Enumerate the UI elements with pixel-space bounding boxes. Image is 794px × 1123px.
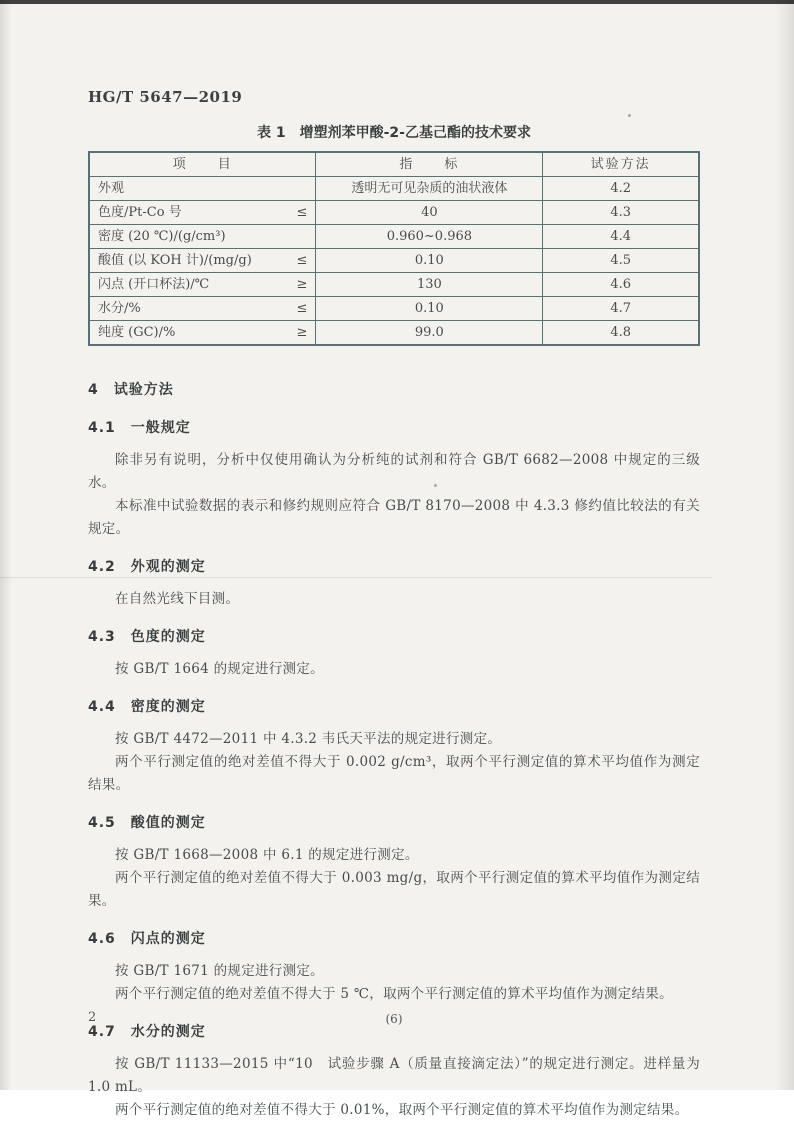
test-method-ref: 4.6 bbox=[543, 273, 699, 297]
paragraph: 按 GB/T 4472—2011 中 4.3.2 韦氏天平法的规定进行测定。 bbox=[115, 731, 502, 747]
column-header-item: 项 目 bbox=[89, 152, 316, 177]
technical-requirements-table bbox=[88, 151, 700, 346]
page-footer bbox=[88, 1010, 700, 1034]
relation-symbol: ≥ bbox=[296, 277, 308, 292]
paragraph: 两个平行测定值的绝对差值不得大于 0.002 g/cm³，取两个平行测定值的算术平均值作为测定结果。 bbox=[88, 754, 700, 793]
item-name: 纯度 (GC)/% bbox=[98, 325, 176, 340]
test-method-ref: 4.5 bbox=[543, 249, 699, 273]
item-name: 闪点 (开口杯法)/℃ bbox=[98, 277, 210, 292]
section-heading-4-3: 4.3 色度的测定 bbox=[88, 629, 206, 645]
spec-value: 99.0 bbox=[316, 321, 543, 346]
item-name: 外观 bbox=[98, 181, 125, 196]
test-method-ref: 4.7 bbox=[543, 297, 699, 321]
item-name: 水分/% bbox=[98, 301, 141, 316]
table-row bbox=[89, 273, 699, 297]
paragraph: 本标准中试验数据的表示和修约规则应符合 GB/T 8170—2008 中 4.3.3 修约值比较法的有关规定。 bbox=[88, 498, 700, 537]
paragraph: 按 GB/T 11133—2015 中“10 试验步骤 A（质量直接滴定法）”的规定进行测定。进样量为 1.0 mL。 bbox=[88, 1056, 700, 1095]
scan-shadow-left bbox=[0, 0, 12, 1090]
scan-shadow-right bbox=[776, 0, 794, 1090]
table-row bbox=[89, 225, 699, 249]
section-heading-4-5: 4.5 酸值的测定 bbox=[88, 815, 206, 831]
column-header-spec: 指 标 bbox=[316, 152, 543, 177]
relation-symbol: ≤ bbox=[296, 205, 308, 220]
table-title: 表 1 增塑剂苯甲酸-2-乙基己酯的技术要求 bbox=[257, 125, 531, 141]
section-heading-4: 4 试验方法 bbox=[88, 382, 174, 398]
section-heading-4-4: 4.4 密度的测定 bbox=[88, 699, 206, 715]
test-method-ref: 4.8 bbox=[543, 321, 699, 346]
spec-value: 0.10 bbox=[316, 297, 543, 321]
item-name: 酸值 (以 KOH 计)/(mg/g) bbox=[98, 253, 252, 268]
table-row bbox=[89, 297, 699, 321]
relation-symbol: ≥ bbox=[296, 325, 308, 340]
spec-value: 透明无可见杂质的油状液体 bbox=[316, 177, 543, 201]
table-header-row bbox=[89, 152, 699, 177]
page-number: 2 bbox=[88, 1010, 97, 1025]
item-name: 密度 (20 ℃)/(g/cm³) bbox=[98, 229, 226, 244]
table-row bbox=[89, 321, 699, 346]
test-method-ref: 4.3 bbox=[543, 201, 699, 225]
table-row bbox=[89, 177, 699, 201]
paragraph: 两个平行测定值的绝对差值不得大于 0.003 mg/g，取两个平行测定值的算术平均值作为测定结果。 bbox=[88, 870, 700, 909]
standard-number: HG/T 5647—2019 bbox=[88, 88, 243, 106]
spec-value: 0.10 bbox=[316, 249, 543, 273]
paragraph: 按 GB/T 1668—2008 中 6.1 的规定进行测定。 bbox=[115, 847, 419, 863]
paragraph: 按 GB/T 1664 的规定进行测定。 bbox=[115, 661, 324, 677]
relation-symbol: ≤ bbox=[296, 253, 308, 268]
test-method-ref: 4.2 bbox=[543, 177, 699, 201]
paragraph: 在自然光线下目测。 bbox=[115, 591, 240, 607]
spec-value: 130 bbox=[316, 273, 543, 297]
paragraph: 按 GB/T 1671 的规定进行测定。 bbox=[115, 963, 324, 979]
section-heading-4-1: 4.1 一般规定 bbox=[88, 420, 191, 436]
spec-value: 40 bbox=[316, 201, 543, 225]
table-row bbox=[89, 249, 699, 273]
paragraph: 两个平行测定值的绝对差值不得大于 0.01%，取两个平行测定值的算术平均值作为测定结果。 bbox=[115, 1102, 689, 1118]
page-content bbox=[88, 0, 700, 1122]
section-heading-4-7: 4.7 水分的测定 bbox=[88, 1024, 206, 1040]
table-row bbox=[89, 201, 699, 225]
test-method-ref: 4.4 bbox=[543, 225, 699, 249]
spec-value: 0.960~0.968 bbox=[316, 225, 543, 249]
section-heading-4-2: 4.2 外观的测定 bbox=[88, 559, 206, 575]
item-name: 色度/Pt-Co 号 bbox=[98, 205, 182, 220]
column-header-method: 试验方法 bbox=[543, 152, 699, 177]
relation-symbol: ≤ bbox=[296, 301, 308, 316]
paragraph: 除非另有说明，分析中仅使用确认为分析纯的试剂和符合 GB/T 6682—2008 中规定的三级水。 bbox=[88, 452, 700, 491]
section-heading-4-6: 4.6 闪点的测定 bbox=[88, 931, 206, 947]
sheet-number: (6) bbox=[385, 1012, 403, 1026]
paragraph: 两个平行测定值的绝对差值不得大于 5 ℃，取两个平行测定值的算术平均值作为测定结果。 bbox=[115, 986, 673, 1002]
